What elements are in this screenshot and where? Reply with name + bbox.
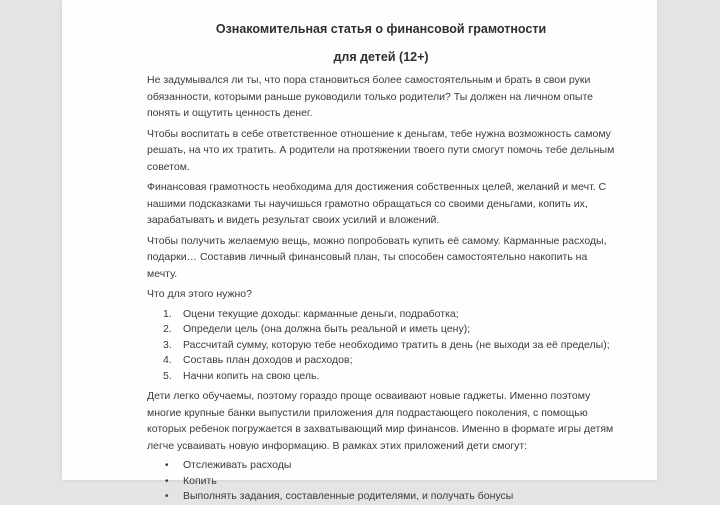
list-number: 5. [163,369,172,382]
list-item-text: Отслеживать расходы [183,459,292,471]
paragraph-financial-plan: Чтобы получить желаемую вещь, можно попробовать купить её самому. Карманные расходы, подарки… Составив личный финансовый план, ты способен самостоятельно накопить на мечту. [147,234,607,280]
list-item-text: Выполнять задания, составленные родителями, и получать бонусы [183,490,514,502]
document-content [62,0,657,505]
bullet-icon: • [165,491,169,502]
steps-list [147,307,615,385]
document-page [62,0,657,502]
list-item-text: Определи цель (она должна быть реальной и иметь цену); [183,323,471,335]
list-item-text: Копить [183,474,217,487]
list-item-text: Начни копить на свою цель. [183,369,320,382]
list-item [147,322,615,338]
list-item [147,338,615,354]
list-item [147,474,615,490]
paragraph-responsibility: Чтобы воспитать в себе ответственное отношение к деньгам, тебе нужна возможность самому решать, на что их тратить. А родители на протяжении твоего пути смогут помочь тебе дельным советом. [147,127,615,173]
list-item-text: Рассчитай сумму, которую тебе необходимо тратить в день (не выходи за её пределы); [183,338,610,351]
paragraph-banking-apps: Дети легко обучаемы, поэтому гораздо проще осваивают новые гаджеты. Именно поэтому многие крупные банки выпустили приложения для подрастающего поколения, с помощью которых ребенок погружается в захватывающий мир финансов. Именно в формате игры детям легче усваивать новую информацию. В рамках этих приложений дети смогут: [147,390,614,452]
list-number: 4. [163,354,172,366]
list-item [147,489,615,505]
list-number: 2. [163,323,172,335]
list-item-text: Составь план доходов и расходов; [183,354,353,366]
list-item [147,353,615,369]
paragraph-independence: Не задумывался ли ты, что пора становиться более самостоятельным и брать в свои руки обязанности, которыми раньше руководили только родители? Ты должен на личном опыте понять и ощутить ценность денег. [147,74,594,119]
list-number: 1. [163,307,172,320]
page-title: Ознакомительная статья о финансовой грамотности [215,22,547,36]
list-item-text: Оцени текущие доходы: карманные деньги, подработка; [183,307,459,320]
benefits-list [147,458,615,505]
bullet-icon: • [165,460,169,471]
list-item [147,458,615,474]
page-subtitle: для детей (12+) [333,50,429,64]
paragraph-literacy-goals: Финансовая грамотность необходима для достижения собственных целей, желаний и мечт. С нашими подсказками ты научишься грамотно обращаться со своими деньгами, копить их, зарабатывать и видеть результат своих усилий и вложений. [147,181,607,226]
list-item [147,307,615,323]
list-number: 3. [163,338,172,351]
question-line: Что для этого нужно? [147,288,252,300]
list-item [147,369,615,385]
bullet-icon: • [165,475,169,487]
